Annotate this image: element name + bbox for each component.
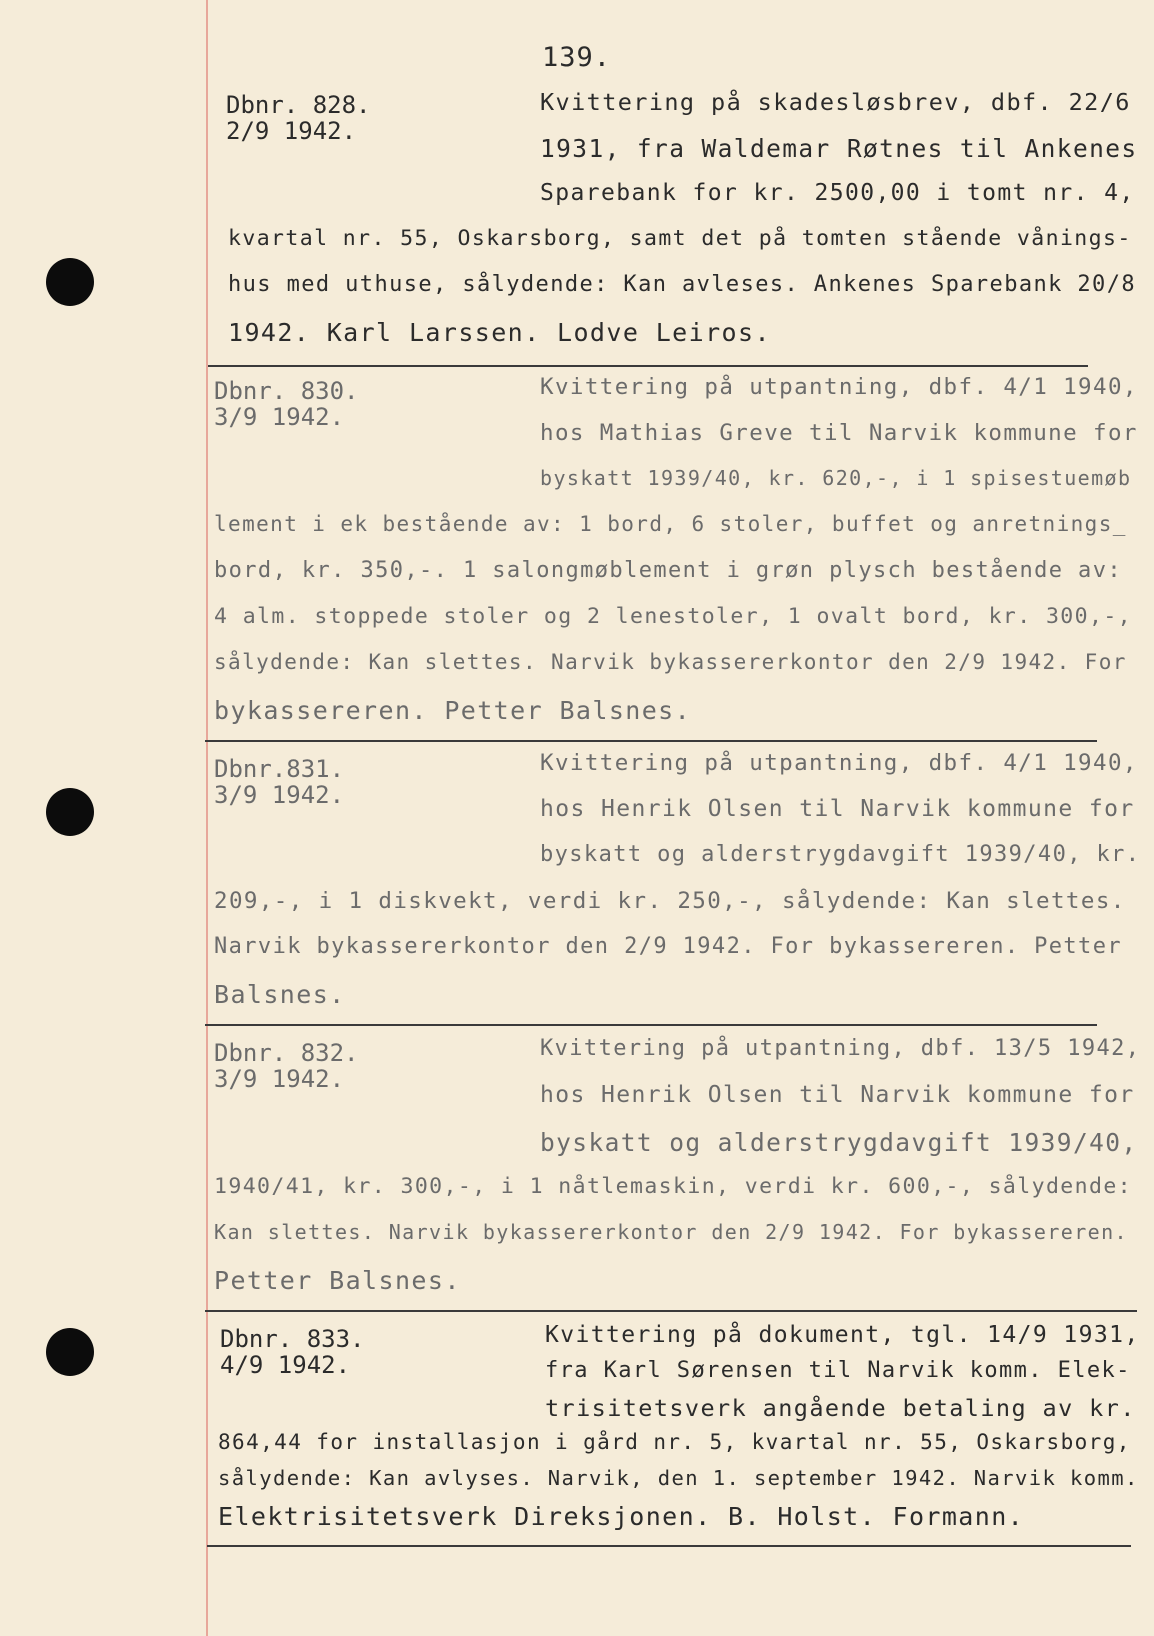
entry-line: 209,-, i 1 diskvekt, verdi kr. 250,-, sålydende: Kan slettes.	[214, 888, 1126, 914]
entry-line: hos Henrik Olsen til Narvik kommune for	[540, 1082, 1135, 1108]
dbnr-label: Dbnr. 832.	[214, 1039, 359, 1067]
entry-line: byskatt og alderstrygdavgift 1939/40,	[540, 1128, 1138, 1157]
punch-hole	[46, 258, 94, 306]
entry-line: hos Mathias Greve til Narvik kommune for	[540, 420, 1138, 446]
entry-date: 2/9 1942.	[226, 117, 357, 145]
entry-line: trisitetsverk angående betaling av kr.	[545, 1394, 1136, 1422]
punch-hole	[46, 1328, 94, 1376]
entry-line: hus med uthuse, sålydende: Kan avleses. Ankenes Sparebank 20/8	[228, 272, 1136, 297]
entry-line: Sparebank for kr. 2500,00 i tomt nr. 4,	[540, 180, 1135, 206]
entry-divider	[208, 365, 1088, 367]
entry-line: Narvik bykassererkontor den 2/9 1942. For bykassereren. Petter	[214, 934, 1122, 959]
entry-line: kvartal nr. 55, Oskarsborg, samt det på tomten stående vånings-	[228, 226, 1132, 251]
entry-line: Elektrisitetsverk Direksjonen. B. Holst. Formann.	[218, 1502, 1025, 1531]
entry-line: Kvittering på utpantning, dbf. 4/1 1940,	[540, 374, 1138, 400]
entry-line: fra Karl Sørensen til Narvik komm. Elek-	[545, 1358, 1131, 1383]
dbnr-label: Dbnr. 828.	[226, 91, 371, 119]
entry-date: 3/9 1942.	[214, 1065, 345, 1093]
entry-line: 864,44 for installasjon i gård nr. 5, kvartal nr. 55, Oskarsborg,	[218, 1430, 1131, 1454]
punch-hole	[46, 788, 94, 836]
entry-line: 4 alm. stoppede stoler og 2 lenestoler, 1 ovalt bord, kr. 300,-,	[214, 604, 1133, 629]
entry-divider	[205, 740, 1097, 742]
entry-line: Balsnes.	[214, 980, 346, 1009]
entry-divider	[205, 1310, 1137, 1312]
entry-line: 1931, fra Waldemar Røtnes til Ankenes	[540, 134, 1138, 163]
dbnr-label: Dbnr.831.	[214, 755, 345, 783]
entry-line: lement i ek bestående av: 1 bord, 6 stoler, buffet og anretnings_	[214, 512, 1127, 536]
entry-line: byskatt 1939/40, kr. 620,-, i 1 spisestuemøb	[540, 466, 1132, 490]
margin-line	[206, 0, 208, 1636]
dbnr-label: Dbnr. 830.	[214, 377, 359, 405]
entry-line: Petter Balsnes.	[214, 1266, 461, 1295]
entry-line: bykassereren. Petter Balsnes.	[214, 696, 692, 725]
entry-divider	[205, 1024, 1097, 1026]
entry-line: sålydende: Kan avlyses. Narvik, den 1. september 1942. Narvik komm.	[218, 1466, 1139, 1490]
entry-date: 3/9 1942.	[214, 781, 345, 809]
entry-line: Kan slettes. Narvik bykassererkontor den 2/9 1942. For bykassereren.	[214, 1220, 1128, 1244]
entry-date: 4/9 1942.	[220, 1351, 351, 1379]
entry-line: 1940/41, kr. 300,-, i 1 nåtlemaskin, verdi kr. 600,-, sålydende:	[214, 1174, 1133, 1199]
entry-date: 3/9 1942.	[214, 403, 345, 431]
entry-line: Kvittering på skadesløsbrev, dbf. 22/6	[540, 88, 1131, 116]
entry-line: bord, kr. 350,-. 1 salongmøblement i grøn plysch bestående av:	[214, 558, 1122, 583]
entry-line: 1942. Karl Larssen. Lodve Leiros.	[228, 318, 771, 347]
entry-line: Kvittering på dokument, tgl. 14/9 1931,	[545, 1322, 1140, 1348]
entry-line: Kvittering på utpantning, dbf. 13/5 1942,	[540, 1036, 1141, 1061]
entry-line: sålydende: Kan slettes. Narvik bykassererkontor den 2/9 1942. For	[214, 650, 1127, 674]
entry-line: hos Henrik Olsen til Narvik kommune for	[540, 796, 1135, 822]
dbnr-label: Dbnr. 833.	[220, 1325, 365, 1353]
entry-line: Kvittering på utpantning, dbf. 4/1 1940,	[540, 750, 1138, 776]
entry-line: byskatt og alderstrygdavgift 1939/40, kr.	[540, 842, 1141, 867]
page-number: 139.	[542, 42, 612, 73]
entry-divider	[207, 1545, 1131, 1547]
